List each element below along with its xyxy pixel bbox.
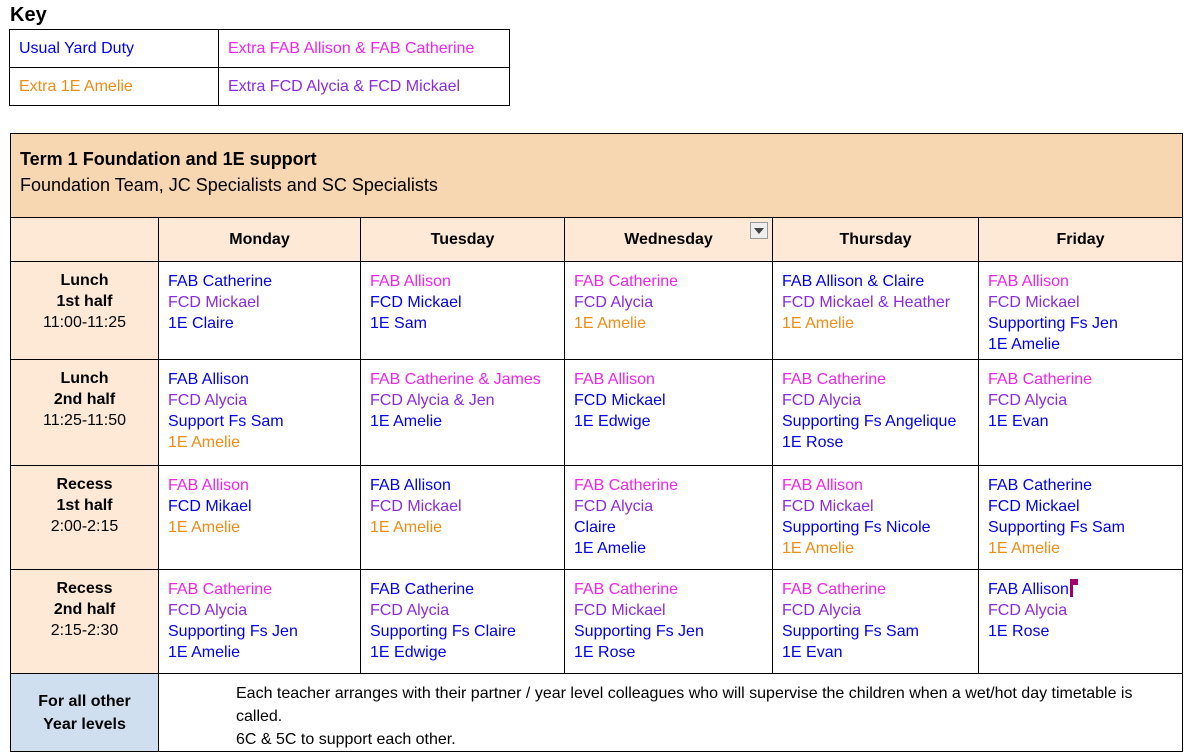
duty-cell[interactable]: [565, 570, 773, 674]
footer-note: [159, 674, 1183, 752]
key-extra-1e: Extra 1E Amelie: [10, 68, 219, 106]
duty-entry-text: 1E Sam: [370, 315, 427, 332]
day-header-tuesday: Tuesday: [361, 218, 565, 262]
duty-entry-text: FCD Alycia: [782, 602, 862, 619]
duty-entry-text: 1E Amelie: [574, 540, 647, 557]
duty-entry: [988, 334, 1173, 355]
duty-entry-text: Supporting Fs Jen: [574, 623, 704, 640]
duty-entry: [370, 313, 555, 334]
duty-entry: [370, 411, 555, 432]
duty-entry-text: FCD Mickael: [370, 294, 462, 311]
duty-cell[interactable]: [159, 570, 361, 674]
duty-entry: [370, 369, 555, 390]
period-time: 2:00-2:15: [50, 518, 119, 535]
duty-entry-text: Supporting Fs Angelique: [782, 413, 957, 430]
duty-entry: [782, 496, 969, 517]
duty-entry: [782, 621, 969, 642]
footer-note-line1: Each teacher arranges with their partner / year level colleagues who will supervise the children when a wet/hot day timetable is called.: [236, 685, 1133, 725]
duty-entry-text: 1E Edwige: [574, 413, 651, 430]
duty-entry: [782, 432, 969, 453]
duty-entry: [168, 271, 351, 292]
duty-entry: [782, 313, 969, 334]
duty-entry: [574, 369, 763, 390]
period-label: [11, 262, 159, 360]
duty-cell[interactable]: [565, 360, 773, 466]
duty-entry: [574, 538, 763, 559]
footer-label: [11, 674, 159, 752]
duty-entry: [574, 642, 763, 663]
duty-entry-text: FCD Mikael: [168, 498, 252, 515]
duty-entry: [782, 642, 969, 663]
duty-entry-text: FCD Mickael & Heather: [782, 294, 951, 311]
duty-entry: [574, 411, 763, 432]
duty-cell[interactable]: [773, 360, 979, 466]
duty-entry: [574, 496, 763, 517]
duty-entry-text: FCD Alycia: [370, 602, 450, 619]
duty-entry-text: FAB Catherine: [168, 273, 273, 290]
duty-entry-text: FAB Catherine: [782, 371, 887, 388]
duty-entry-text: Claire: [574, 519, 616, 536]
duty-entry: [574, 313, 763, 334]
duty-entry-text: FCD Alycia & Jen: [370, 392, 495, 409]
duty-entry-text: 1E Amelie: [782, 540, 855, 557]
duty-entry: [370, 517, 555, 538]
duty-entry-text: FAB Catherine: [574, 273, 679, 290]
duty-entry-text: FAB Catherine: [574, 477, 679, 494]
footer-note-line2: 6C & 5C to support each other.: [236, 731, 456, 748]
duty-entry: [168, 496, 351, 517]
duty-entry-text: FCD Alycia: [574, 498, 654, 515]
duty-entry: [782, 600, 969, 621]
duty-entry-text: 1E Rose: [782, 434, 844, 451]
duty-entry-text: Supporting Fs Sam: [782, 623, 919, 640]
duty-entry: [370, 292, 555, 313]
duty-entry: [988, 369, 1173, 390]
duty-cell[interactable]: [979, 570, 1183, 674]
duty-cell[interactable]: [361, 262, 565, 360]
duty-entry: [574, 271, 763, 292]
schedule-table: [10, 133, 1183, 752]
duty-entry: [168, 517, 351, 538]
period-name: Recess: [56, 476, 113, 493]
duty-entry: [988, 313, 1173, 334]
schedule-row: [11, 360, 1183, 466]
duty-entry: [168, 390, 351, 411]
duty-entry: [168, 579, 351, 600]
duty-entry-text: FCD Alycia: [168, 392, 248, 409]
duty-entry: [988, 579, 1173, 600]
duty-entry-text: FCD Mickael: [168, 294, 260, 311]
duty-entry: [988, 292, 1173, 313]
duty-cell[interactable]: [565, 466, 773, 570]
duty-entry: [782, 369, 969, 390]
duty-entry: [574, 475, 763, 496]
day-header-monday: Monday: [159, 218, 361, 262]
duty-entry: [988, 496, 1173, 517]
duty-entry-text: FCD Alycia: [782, 392, 862, 409]
duty-entry: [988, 621, 1173, 642]
duty-cell[interactable]: [773, 466, 979, 570]
duty-cell[interactable]: [979, 360, 1183, 466]
duty-cell[interactable]: [361, 360, 565, 466]
day-header-wednesday: [565, 218, 773, 262]
period-name: Lunch: [60, 272, 109, 289]
schedule-subtitle: Foundation Team, JC Specialists and SC Specialists: [20, 175, 438, 195]
duty-entry-text: 1E Rose: [988, 623, 1050, 640]
duty-entry: [370, 579, 555, 600]
duty-entry: [370, 496, 555, 517]
duty-entry-text: 1E Amelie: [988, 540, 1061, 557]
duty-entry-text: 1E Rose: [574, 644, 636, 661]
duty-entry-text: FCD Mickael: [782, 498, 874, 515]
footer-label-line1: For all other: [38, 692, 131, 710]
duty-entry: [168, 600, 351, 621]
schedule-title: Term 1 Foundation and 1E support: [20, 149, 317, 169]
duty-entry-text: FAB Allison: [370, 273, 451, 290]
day-header-row: [11, 218, 1183, 262]
duty-entry-text: FAB Allison: [574, 371, 655, 388]
duty-entry: [574, 390, 763, 411]
duty-entry-text: FCD Mickael: [574, 602, 666, 619]
duty-entry-text: Support Fs Sam: [168, 413, 284, 430]
schedule-row: [11, 466, 1183, 570]
period-label: [11, 360, 159, 466]
schedule-row: [11, 570, 1183, 674]
duty-entry-text: 1E Amelie: [370, 519, 443, 536]
duty-entry-text: FCD Alycia: [574, 294, 654, 311]
comment-flag-icon[interactable]: [1070, 579, 1073, 597]
duty-entry: [782, 475, 969, 496]
duty-entry-text: FAB Allison: [168, 371, 249, 388]
duty-entry-text: Supporting Fs Jen: [168, 623, 298, 640]
duty-entry-text: FAB Allison: [370, 477, 451, 494]
schedule-row: [11, 262, 1183, 360]
duty-entry-text: FCD Mickael: [988, 294, 1080, 311]
duty-entry: [168, 313, 351, 334]
duty-cell[interactable]: [565, 262, 773, 360]
duty-entry: [574, 621, 763, 642]
period-label: [11, 570, 159, 674]
duty-entry-text: FCD Mickael: [574, 392, 666, 409]
duty-entry: [782, 538, 969, 559]
duty-entry: [168, 292, 351, 313]
duty-entry-text: FAB Allison: [168, 477, 249, 494]
duty-entry: [574, 579, 763, 600]
day-header-friday: Friday: [979, 218, 1183, 262]
duty-entry-text: 1E Amelie: [168, 434, 241, 451]
duty-entry: [782, 517, 969, 538]
key-title: Key: [10, 4, 47, 26]
key-extra-fab: Extra FAB Allison & FAB Catherine: [219, 30, 510, 68]
duty-entry: [988, 517, 1173, 538]
period-name: Lunch: [60, 370, 109, 387]
duty-entry: [370, 390, 555, 411]
duty-entry-text: FAB Catherine: [782, 581, 887, 598]
duty-cell[interactable]: [773, 262, 979, 360]
duty-entry-text: Supporting Fs Sam: [988, 519, 1125, 536]
duty-entry-text: 1E Evan: [782, 644, 843, 661]
duty-entry-text: 1E Amelie: [370, 413, 443, 430]
footer-label-line2: Year levels: [43, 715, 126, 733]
duty-cell[interactable]: [361, 570, 565, 674]
duty-entry: [988, 271, 1173, 292]
period-time: 11:25-11:50: [42, 412, 127, 429]
duty-entry: [782, 292, 969, 313]
duty-entry-text: FAB Allison & Claire: [782, 273, 925, 290]
duty-entry: [168, 369, 351, 390]
duty-entry: [168, 411, 351, 432]
duty-entry-text: FCD Alycia: [168, 602, 248, 619]
duty-entry-text: FAB Catherine: [168, 581, 273, 598]
duty-entry: [782, 271, 969, 292]
duty-cell[interactable]: [773, 570, 979, 674]
duty-cell[interactable]: [979, 262, 1183, 360]
period-half: 1st half: [56, 497, 113, 514]
duty-entry-text: FAB Catherine: [574, 581, 679, 598]
duty-entry: [168, 432, 351, 453]
duty-entry-text: 1E Amelie: [168, 519, 241, 536]
duty-entry-text: FAB Catherine & James: [370, 371, 541, 388]
period-time: 11:00-11:25: [42, 314, 127, 331]
duty-entry-text: FCD Alycia: [988, 602, 1068, 619]
duty-entry-text: Supporting Fs Jen: [988, 315, 1118, 332]
duty-entry: [988, 475, 1173, 496]
schedule-title-cell: [11, 134, 1183, 218]
duty-entry-text: FAB Allison: [782, 477, 863, 494]
duty-entry-text: 1E Amelie: [988, 336, 1061, 353]
filter-dropdown-icon[interactable]: [750, 222, 768, 239]
duty-entry-text: FAB Catherine: [988, 371, 1093, 388]
duty-entry-text: FAB Catherine: [370, 581, 475, 598]
duty-entry-text: FAB Catherine: [988, 477, 1093, 494]
duty-cell[interactable]: [159, 360, 361, 466]
key-usual: Usual Yard Duty: [10, 30, 219, 68]
duty-entry: [168, 621, 351, 642]
duty-entry: [370, 621, 555, 642]
key-table: [9, 29, 510, 106]
duty-entry: [370, 600, 555, 621]
duty-entry-text: 1E Edwige: [370, 644, 447, 661]
duty-entry: [168, 475, 351, 496]
duty-entry: [574, 292, 763, 313]
duty-entry-text: 1E Amelie: [574, 315, 647, 332]
duty-entry-text: 1E Amelie: [168, 644, 241, 661]
day-header-thursday: Thursday: [773, 218, 979, 262]
duty-entry: [782, 411, 969, 432]
duty-entry: [370, 271, 555, 292]
duty-entry: [168, 642, 351, 663]
duty-entry-text: FAB Allison: [988, 581, 1069, 598]
duty-entry-text: Supporting Fs Claire: [370, 623, 516, 640]
period-name: Recess: [56, 580, 113, 597]
period-label: [11, 466, 159, 570]
duty-entry: [988, 390, 1173, 411]
period-half: 1st half: [56, 293, 113, 310]
duty-entry: [574, 517, 763, 538]
corner-cell: [11, 218, 159, 262]
duty-entry-text: FAB Allison: [988, 273, 1069, 290]
day-header-label: Wednesday: [624, 231, 713, 248]
duty-entry: [370, 642, 555, 663]
key-extra-fcd: Extra FCD Alycia & FCD Mickael: [219, 68, 510, 106]
duty-cell[interactable]: [159, 466, 361, 570]
duty-entry-text: Supporting Fs Nicole: [782, 519, 931, 536]
duty-entry-text: 1E Amelie: [782, 315, 855, 332]
duty-cell[interactable]: [979, 466, 1183, 570]
duty-entry-text: FCD Alycia: [988, 392, 1068, 409]
duty-entry: [988, 411, 1173, 432]
duty-entry: [988, 538, 1173, 559]
period-half: 2nd half: [53, 391, 116, 408]
duty-cell[interactable]: [361, 466, 565, 570]
duty-entry: [988, 600, 1173, 621]
duty-entry-text: 1E Evan: [988, 413, 1049, 430]
duty-entry-text: FCD Mickael: [988, 498, 1080, 515]
duty-entry-text: FCD Mickael: [370, 498, 462, 515]
duty-entry: [782, 390, 969, 411]
period-half: 2nd half: [53, 601, 116, 618]
duty-entry: [574, 600, 763, 621]
duty-cell[interactable]: [159, 262, 361, 360]
duty-entry: [782, 579, 969, 600]
duty-entry: [370, 475, 555, 496]
duty-entry-text: 1E Claire: [168, 315, 234, 332]
period-time: 2:15-2:30: [50, 622, 119, 639]
